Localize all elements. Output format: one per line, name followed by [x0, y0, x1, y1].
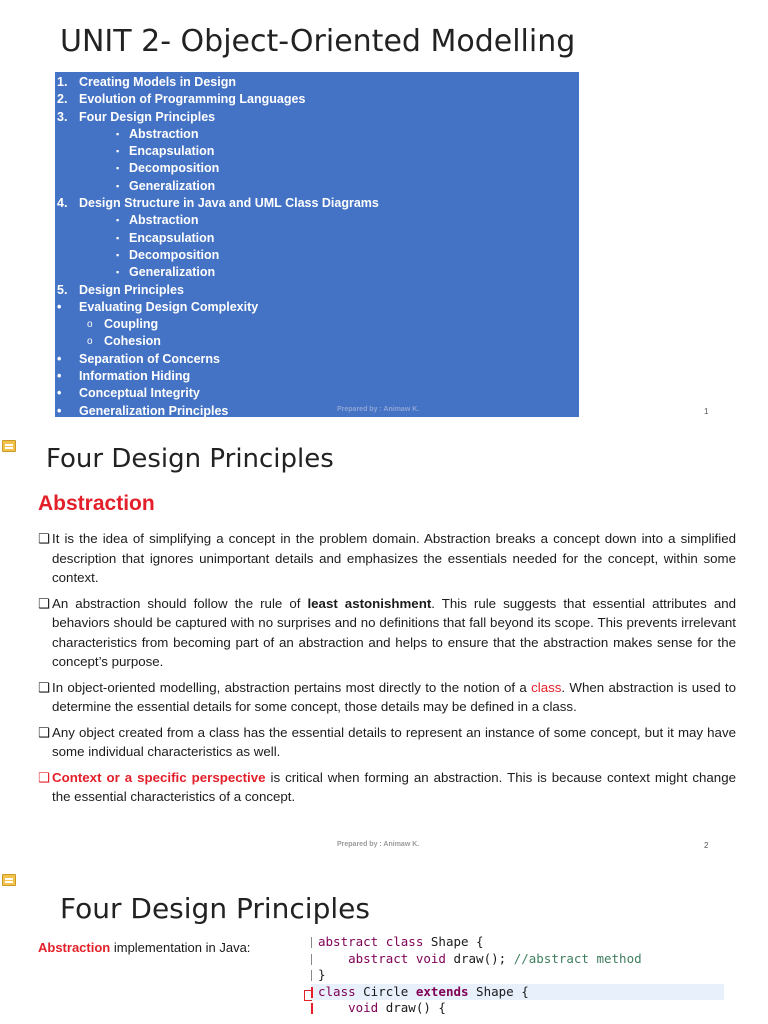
toc-marker: • — [57, 386, 62, 401]
section-heading: Abstraction — [38, 492, 155, 515]
bullet-paragraph — [38, 529, 736, 588]
comment-note-icon[interactable] — [2, 440, 16, 452]
toc-item-label: Information Hiding — [79, 369, 191, 384]
bullet-text: Context or a specific perspective — [52, 769, 266, 785]
toc-marker: ▪ — [116, 249, 120, 260]
page-number: 2 — [704, 841, 709, 850]
slide-title: Four Design Principles — [46, 444, 334, 474]
toc-marker: ▪ — [116, 146, 120, 157]
slide-title: Four Design Principles — [60, 892, 370, 925]
toc-marker: ▪ — [116, 232, 120, 243]
bullet-text: class — [531, 679, 562, 695]
bullet-text: . When abstraction is used to determine the essential details for some concept, those details may be defined in a class. — [52, 679, 736, 714]
code-token: abstract void — [318, 950, 454, 966]
toc-item — [55, 126, 579, 143]
toc-item-label: Cohesion — [104, 334, 161, 349]
toc-marker: • — [57, 403, 62, 418]
toc-item-label: Design Structure in Java and UML Class Diagrams — [79, 196, 379, 211]
code-token: abstract class — [318, 934, 431, 949]
toc-item — [55, 333, 579, 350]
toc-item-label: Encapsulation — [129, 230, 215, 245]
toc-item — [55, 282, 579, 299]
bullet-text: An abstraction should follow the rule of — [52, 595, 308, 611]
toc-item-label: Abstraction — [129, 126, 199, 141]
code-token: Shape { — [468, 983, 529, 999]
toc-marker: 1. — [57, 75, 68, 89]
code-token: draw(); — [453, 950, 514, 966]
code-gutter-icon — [311, 954, 315, 965]
caption-keyword: Abstraction — [38, 940, 111, 955]
toc-marker: ▪ — [116, 128, 120, 139]
toc-item — [55, 74, 579, 91]
toc-item-label: Conceptual Integrity — [79, 386, 200, 401]
slide-title: UNIT 2- Object-Oriented Modelling — [60, 24, 576, 59]
slide-footer: Prepared by : Animaw K. — [337, 841, 420, 848]
toc-item — [55, 230, 579, 247]
toc-item-label: Four Design Principles — [79, 109, 216, 124]
toc-marker: 3. — [57, 109, 68, 124]
implementation-caption — [38, 940, 250, 955]
slide-1 — [0, 0, 768, 432]
code-token: void — [318, 1000, 386, 1015]
toc-marker: 4. — [57, 196, 68, 211]
toc-item — [55, 247, 579, 264]
toc-list — [55, 74, 579, 420]
bullet-text: is critical when forming an abstraction. This is because context might change the essential characteristics of a concept. — [52, 769, 736, 804]
code-line — [311, 967, 731, 984]
toc-item-label: Encapsulation — [129, 144, 215, 159]
toc-item-label: Abstraction — [129, 213, 199, 228]
bullet-list — [38, 529, 736, 813]
toc-marker: o — [87, 336, 93, 348]
checkbox-bullet-icon: ❑ — [38, 724, 50, 740]
toc-item-label: Generalization — [129, 265, 216, 280]
toc-marker: ▪ — [116, 163, 120, 174]
code-line — [311, 1000, 731, 1017]
bullet-paragraph — [38, 678, 736, 717]
caption-text: implementation in Java: — [110, 940, 251, 955]
toc-marker: o — [87, 319, 93, 331]
checkbox-bullet-icon: ❑ — [38, 595, 50, 611]
code-gutter-icon — [311, 1003, 316, 1014]
toc-item — [55, 160, 579, 177]
code-block — [311, 934, 731, 1024]
toc-item — [55, 351, 579, 368]
toc-item — [55, 212, 579, 229]
code-gutter-icon — [311, 937, 315, 948]
toc-item — [55, 264, 579, 281]
code-line — [311, 951, 731, 968]
toc-item-label: Creating Models in Design — [79, 75, 236, 89]
page-number: 1 — [704, 407, 709, 416]
checkbox-bullet-icon: ❑ — [38, 679, 50, 695]
toc-item — [55, 143, 579, 160]
bullet-text: It is the idea of simplifying a concept in the problem domain. Abstraction breaks a concept down into a simplified description that ignores unimportant details and emphasizes the essentials needed for the concept, within some context. — [52, 531, 736, 585]
slide-2 — [0, 432, 768, 864]
code-token: class — [318, 983, 364, 999]
code-line — [311, 984, 724, 1001]
code-token: } — [318, 967, 326, 982]
toc-marker: ▪ — [116, 267, 120, 278]
toc-marker: ▪ — [116, 180, 120, 191]
toc-item — [55, 109, 579, 126]
toc-item-label: Generalization — [129, 178, 216, 193]
table-of-contents — [55, 72, 579, 417]
toc-item — [55, 91, 579, 108]
bullet-text: Any object created from a class has the essential details to represent an instance of some concept, but it may have some individual characteristics as well. — [52, 724, 736, 759]
toc-item-label: Decomposition — [129, 247, 220, 262]
code-token: Circle — [363, 983, 416, 999]
bullet-text: . This rule suggests that essential attributes and behaviors should be captured with no surprises and no definitions that fall beyond its scope. This prevents irrelevant characteristics from becoming part of an abstraction and helps to ensure that the abstraction makes sense for the concept’s purpose. — [52, 595, 736, 669]
code-token: Shape { — [430, 934, 484, 949]
toc-marker: • — [57, 351, 62, 366]
bullet-text: In object-oriented modelling, abstraction pertains most directly to the notion of a — [52, 679, 532, 695]
toc-item — [55, 368, 579, 385]
code-token: //abstract method — [513, 950, 642, 966]
toc-item — [55, 299, 579, 316]
code-token: extends — [415, 983, 469, 999]
toc-item-label: Generalization Principles — [79, 403, 229, 418]
toc-marker: • — [57, 299, 62, 314]
toc-item-label: Separation of Concerns — [79, 351, 220, 366]
slide-footer: Prepared by : Animaw K. — [337, 406, 420, 413]
toc-item-label: Evaluating Design Complexity — [79, 299, 259, 314]
toc-item-label: Design Principles — [79, 282, 184, 297]
toc-marker: 5. — [57, 282, 68, 297]
code-gutter-icon — [311, 987, 316, 998]
toc-item — [55, 178, 579, 195]
toc-marker: ▪ — [116, 215, 120, 226]
code-gutter-icon — [311, 970, 315, 981]
toc-item — [55, 385, 579, 402]
bullet-paragraph — [38, 723, 736, 762]
toc-marker: 2. — [57, 92, 68, 107]
toc-item-label: Coupling — [104, 317, 159, 332]
checkbox-bullet-icon: ❑ — [38, 769, 50, 785]
toc-item-label: Evolution of Programming Languages — [79, 92, 306, 107]
bullet-text: least astonishment — [307, 595, 432, 611]
toc-item-label: Decomposition — [129, 161, 220, 176]
slide-3 — [0, 864, 768, 1024]
checkbox-bullet-icon: ❑ — [38, 531, 50, 546]
code-token: draw() { — [385, 1000, 446, 1015]
comment-note-icon[interactable] — [2, 874, 16, 886]
bullet-paragraph — [38, 768, 736, 807]
toc-item — [55, 403, 579, 420]
toc-item — [55, 316, 579, 333]
code-line — [311, 934, 731, 951]
toc-item — [55, 195, 579, 212]
toc-marker: • — [57, 369, 62, 384]
bullet-paragraph — [38, 594, 736, 672]
